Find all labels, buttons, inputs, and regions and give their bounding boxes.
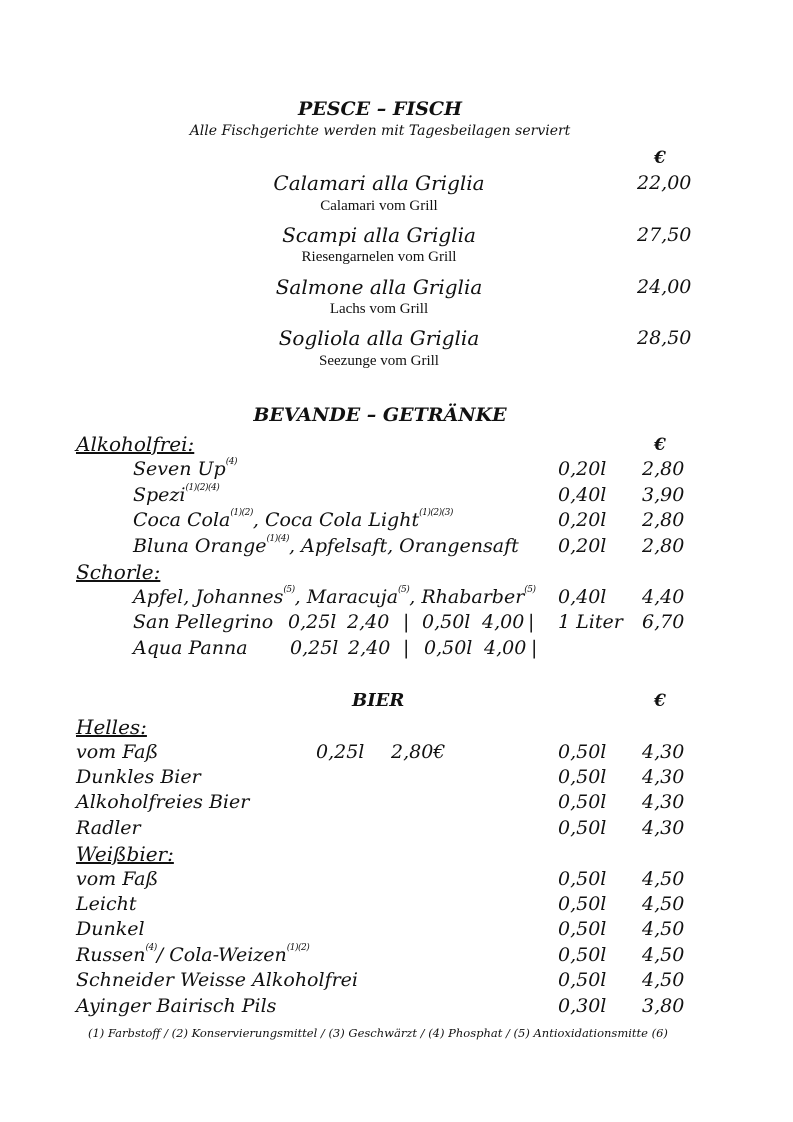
beer-price: 4,50 [642, 918, 685, 940]
dish-name: Scampi alla Griglia [282, 223, 476, 247]
beer-size: 0,50l [558, 791, 607, 813]
dish-price: 28,50 [637, 327, 692, 349]
beer-price: 4,30 [642, 766, 685, 788]
dish-description: Lachs vom Grill [329, 301, 429, 317]
drink-size: 0,25l [288, 611, 337, 633]
drink-name: Coca Cola$^{(1)(2)}$, Coca Cola Light$^{(1)(2)(3)}$ [133, 508, 453, 531]
beer-price: 4,30 [642, 791, 685, 813]
drink-price: 2,40 [348, 637, 391, 659]
dish-description: Seezunge vom Grill [319, 353, 439, 369]
beer-price: 4,30 [642, 817, 685, 839]
drink-price: 2,80 [642, 509, 685, 531]
beer-name: vom Faß [76, 741, 159, 763]
beer-size: 0,50l [558, 741, 607, 763]
allergen-footnote: (1) Farbstoff / (2) Konservierungsmittel / (3) Geschwärzt / (4) Phosphat / (5) Antioxidationsmitte (6) [88, 1026, 668, 1040]
dish-price: 22,00 [637, 172, 692, 194]
beer-name: Dunkles Bier [76, 766, 201, 788]
helles-heading: Helles: [76, 715, 147, 739]
drink-name: Aqua Panna [133, 637, 248, 659]
dish-price: 24,00 [637, 276, 692, 298]
beer-size: 0,50l [558, 969, 607, 991]
beer-size: 0,50l [558, 918, 607, 940]
beer-name: vom Faß [76, 868, 159, 890]
beer-name: Dunkel [76, 918, 145, 940]
beer-size: 0,50l [558, 766, 607, 788]
drink-size: 0,50l [424, 637, 473, 659]
beer-name: Schneider Weisse Alkoholfrei [76, 969, 359, 991]
drink-name: Bluna Orange$^{(1)(4)}$, Apfelsaft, Orangensaft [133, 534, 519, 557]
beer-size: 0,25l [316, 741, 365, 763]
beer-size: 0,50l [558, 817, 607, 839]
weissbier-heading: Weißbier: [76, 842, 174, 866]
drink-size: 1 Liter [558, 611, 623, 633]
beer-price: 4,30 [642, 741, 685, 763]
drink-name: Spezi$^{(1)(2)(4)}$ [133, 483, 220, 506]
drink-price: 2,80 [642, 535, 685, 557]
drink-size: 0,20l [558, 458, 607, 480]
alkoholfrei-heading: Alkoholfrei: [76, 432, 195, 456]
dish-name: Sogliola alla Griglia [278, 326, 480, 350]
dish-price: 27,50 [637, 224, 692, 246]
drink-size: 0,50l [422, 611, 471, 633]
beer-name: Russen$^{(4)}$/ Cola-Weizen$^{(1)(2)}$ [76, 943, 310, 966]
drink-price: 4,00 [484, 637, 527, 659]
beer-price: 3,80 [642, 995, 685, 1017]
drinks-currency: € [654, 435, 666, 455]
beer-currency: € [654, 691, 666, 711]
drink-size: 0,40l [558, 484, 607, 506]
beer-name: Ayinger Bairisch Pils [76, 995, 277, 1017]
beer-price: 4,50 [642, 944, 685, 966]
drink-price: 4,40 [642, 586, 685, 608]
separator: | [531, 637, 538, 659]
drink-size: 0,20l [558, 535, 607, 557]
schorle-heading: Schorle: [76, 560, 161, 584]
dish-name: Salmone alla Griglia [275, 275, 483, 299]
fish-currency: € [654, 148, 666, 168]
beer-price: 4,50 [642, 893, 685, 915]
beer-price: 2,80€ [391, 741, 446, 763]
drink-price: 2,40 [347, 611, 390, 633]
drink-name: Seven Up$^{(4)}$ [133, 457, 237, 480]
separator: | [403, 611, 410, 633]
fish-subtitle: Alle Fischgerichte werden mit Tagesbeilagen serviert [189, 123, 571, 139]
drinks-title: BEVANDE – GETRÄNKE [253, 404, 507, 426]
drink-price: 6,70 [642, 611, 685, 633]
drink-price: 4,00 [482, 611, 525, 633]
beer-size: 0,30l [558, 995, 607, 1017]
beer-price: 4,50 [642, 969, 685, 991]
dish-description: Riesengarnelen vom Grill [301, 249, 457, 265]
beer-name: Radler [76, 817, 141, 839]
drink-size: 0,20l [558, 509, 607, 531]
separator: | [528, 611, 535, 633]
beer-size: 0,50l [558, 893, 607, 915]
dish-description: Calamari vom Grill [320, 198, 438, 214]
beer-name: Alkoholfreies Bier [76, 791, 250, 813]
drink-price: 3,90 [642, 484, 685, 506]
beer-size: 0,50l [558, 944, 607, 966]
fish-title: PESCE – FISCH [298, 98, 462, 120]
separator: | [403, 637, 410, 659]
drink-name: San Pellegrino [133, 611, 274, 633]
dish-name: Calamari alla Griglia [273, 171, 485, 195]
drink-size: 0,40l [558, 586, 607, 608]
drink-size: 0,25l [290, 637, 339, 659]
beer-price: 4,50 [642, 868, 685, 890]
beer-name: Leicht [76, 893, 137, 915]
beer-title: BIER [352, 690, 405, 711]
beer-size: 0,50l [558, 868, 607, 890]
drink-price: 2,80 [642, 458, 685, 480]
drink-name: Apfel, Johannes$^{(5)}$, Maracuja$^{(5)}$, Rhabarber$^{(5)}$ [133, 585, 536, 608]
